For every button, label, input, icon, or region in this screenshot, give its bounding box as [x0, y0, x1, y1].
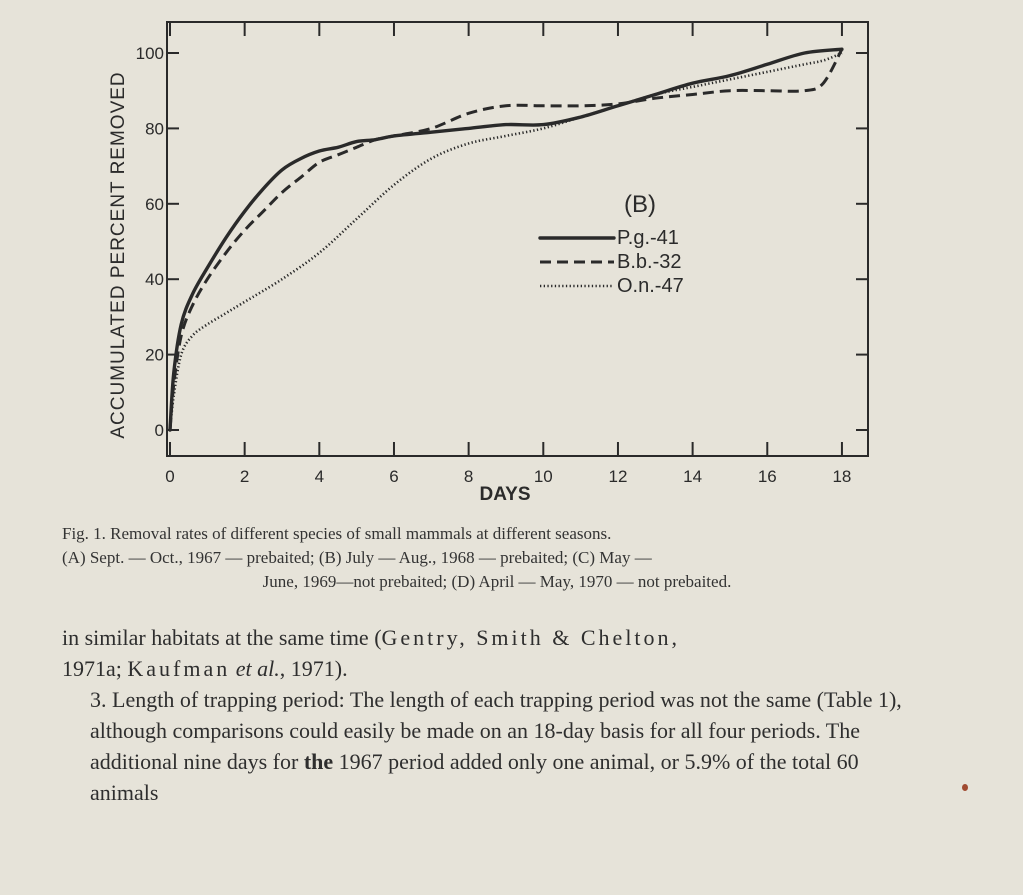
x-tick-label: 12	[608, 467, 628, 486]
x-tick-label: 16	[757, 467, 777, 486]
series-lines	[170, 49, 842, 430]
series-line-dashed	[170, 49, 842, 430]
panel-label: (B)	[624, 191, 656, 218]
x-tick-label: 6	[389, 467, 399, 486]
legend	[540, 227, 684, 297]
x-tick-label: 2	[239, 467, 250, 486]
p1-text-a: in similar habitats at the same time (	[62, 625, 382, 650]
caption-line-1: Fig. 1. Removal rates of different species of small mammals at different seasons.	[62, 524, 612, 543]
y-tick-label: 20	[145, 345, 164, 365]
p1-authors-1: Gentry, Smith & Chelton,	[381, 625, 681, 650]
body-text	[62, 622, 922, 808]
x-tick-label: 14	[683, 467, 703, 486]
legend-label: O.n.-47	[617, 275, 684, 297]
legend-label: P.g.-41	[617, 227, 679, 249]
caption-line-2: (A) Sept. — Oct., 1967 — prebaited; (B) July — Aug., 1968 — prebaited; (C) May —	[62, 548, 652, 567]
x-tick-label: 0	[165, 467, 175, 486]
plot-border	[167, 22, 868, 456]
legend-label: B.b.-32	[617, 251, 682, 273]
x-tick-label: 10	[533, 467, 553, 486]
axis-ticks	[167, 22, 868, 456]
y-tick-labels	[136, 44, 164, 440]
caption-line-3: June, 1969—not prebaited; (D) April — May, 1970 — not prebaited.	[262, 572, 732, 591]
p1-authors-2: Kaufman	[127, 656, 231, 681]
figure-caption	[62, 522, 932, 594]
p2-last-lead: the	[303, 749, 334, 774]
p1-text-b: 1971a;	[62, 656, 128, 681]
y-tick-label: 0	[154, 421, 164, 440]
x-tick-label: 8	[463, 467, 474, 486]
plot-frame	[167, 22, 868, 456]
p1-etal: et al.	[230, 656, 280, 681]
p2-text: 3. Length of trapping period: The length of each trapping period was not the same (Table 1), although comparisons could easily be made on an 18-day basis for all four periods. The additional nine days for	[90, 687, 902, 774]
y-tick-label: 40	[145, 270, 164, 290]
y-axis-label: ACCUMULATED PERCENT REMOVED	[108, 71, 129, 439]
y-tick-label: 60	[145, 194, 164, 214]
x-tick-label: 18	[832, 467, 852, 486]
paragraph-2	[62, 684, 922, 808]
y-tick-label: 100	[135, 44, 164, 63]
p2-last-rest: 1967 period added only one animal, or 5.9% of the total 60 animals	[90, 749, 859, 805]
p1-text-c: , 1971).	[279, 656, 348, 681]
x-tick-label: 4	[314, 467, 325, 486]
x-axis-label: DAYS	[479, 484, 531, 505]
y-tick-label: 80	[145, 119, 164, 139]
page-speck	[962, 784, 968, 791]
paragraph-1	[62, 622, 922, 684]
series-line-dotted	[170, 53, 842, 430]
